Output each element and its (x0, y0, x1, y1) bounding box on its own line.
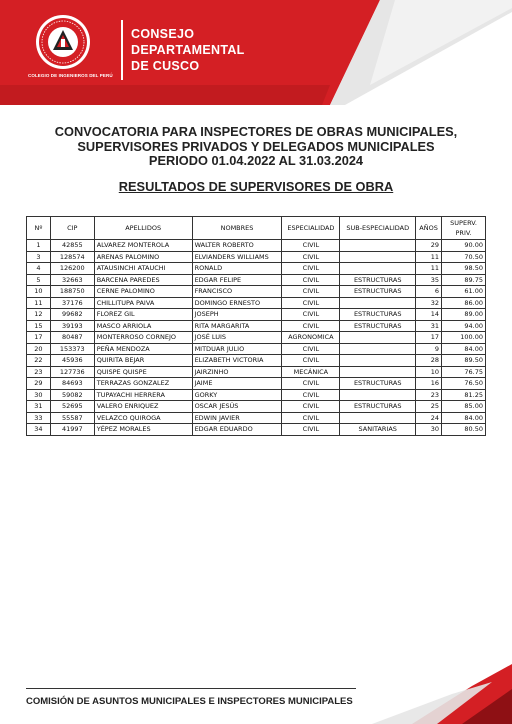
cell-specialty: CIVIL (282, 343, 340, 355)
table-row (27, 378, 486, 390)
table-row (27, 401, 486, 413)
cell-cip: 37176 (50, 297, 94, 309)
title-line: CONVOCATORIA PARA INSPECTORES DE OBRAS MUNICIPALES, (54, 124, 458, 139)
cell-number: 10 (27, 286, 51, 298)
col-header-cip: CIP (50, 217, 94, 240)
cell-score: 81.25 (442, 389, 486, 401)
org-caption: COLEGIO DE INGENIEROS DEL PERÚ (28, 73, 113, 78)
title-line: SUPERVISORES PRIVADOS Y DELEGADOS MUNICIPALES (77, 138, 435, 154)
document-title (20, 125, 492, 169)
title-line: PERIODO 01.04.2022 AL 31.03.2024 (148, 153, 364, 168)
table-row (27, 320, 486, 332)
cell-specialty: CIVIL (282, 378, 340, 390)
cell-sub-specialty: ESTRUCTURAS (340, 309, 416, 321)
cell-sub-specialty (340, 389, 416, 401)
col-header-sub-specialty: SUB-ESPECIALIDAD (340, 217, 416, 240)
cell-sub-specialty (340, 297, 416, 309)
cell-score: 76.50 (442, 378, 486, 390)
col-header-number: Nº (27, 217, 51, 240)
cell-specialty: CIVIL (282, 320, 340, 332)
cell-score: 84.00 (442, 343, 486, 355)
cell-number: 22 (27, 355, 51, 367)
cell-specialty: MECÁNICA (282, 366, 340, 378)
cell-names: OSCAR JESÚS (192, 401, 282, 413)
cell-sub-specialty: ESTRUCTURAS (340, 378, 416, 390)
cell-score: 89.50 (442, 355, 486, 367)
cell-number: 3 (27, 251, 51, 263)
council-name-line: CONSEJO (131, 27, 195, 41)
table-row (27, 366, 486, 378)
cell-cip: 84693 (50, 378, 94, 390)
cell-cip: 99682 (50, 309, 94, 321)
cell-years: 9 (416, 343, 442, 355)
cell-specialty: CIVIL (282, 389, 340, 401)
cell-specialty: CIVIL (282, 240, 340, 252)
cell-score: 89.00 (442, 309, 486, 321)
cell-number: 30 (27, 389, 51, 401)
footer-divider (26, 688, 356, 689)
table-row (27, 263, 486, 275)
table-row (27, 309, 486, 321)
cell-surnames: FLOREZ GIL (94, 309, 192, 321)
cell-number: 1 (27, 240, 51, 252)
cell-names: EDGAR FELIPE (192, 274, 282, 286)
cell-surnames: CERNE PALOMINO (94, 286, 192, 298)
cell-specialty: AGRONOMICA (282, 332, 340, 344)
cell-names: JAIRZINHO (192, 366, 282, 378)
cell-surnames: TERRAZAS GONZALEZ (94, 378, 192, 390)
table-row (27, 389, 486, 401)
cell-years: 16 (416, 378, 442, 390)
cell-names: FRANCISCO (192, 286, 282, 298)
table-row (27, 297, 486, 309)
cell-surnames: MASCO ARRIOLA (94, 320, 192, 332)
cell-years: 32 (416, 297, 442, 309)
cell-specialty: CIVIL (282, 424, 340, 436)
cell-years: 31 (416, 320, 442, 332)
cell-surnames: QUISPE QUISPE (94, 366, 192, 378)
cell-sub-specialty (340, 240, 416, 252)
cell-number: 29 (27, 378, 51, 390)
cell-score: 98.50 (442, 263, 486, 275)
cell-names: EDWIN JAVIER (192, 412, 282, 424)
cell-surnames: ALVAREZ MONTEROLA (94, 240, 192, 252)
table-row (27, 355, 486, 367)
cell-names: ELIZABETH VICTORIA (192, 355, 282, 367)
cell-sub-specialty (340, 355, 416, 367)
table-row (27, 332, 486, 344)
cell-years: 35 (416, 274, 442, 286)
cell-specialty: CIVIL (282, 412, 340, 424)
cell-score: 76.75 (442, 366, 486, 378)
cell-score: 90.00 (442, 240, 486, 252)
cell-names: MITDUAR JULIO (192, 343, 282, 355)
cell-sub-specialty (340, 412, 416, 424)
cell-number: 31 (27, 401, 51, 413)
cell-specialty: CIVIL (282, 355, 340, 367)
table-row (27, 274, 486, 286)
cell-names: DOMINGO ERNESTO (192, 297, 282, 309)
cell-cip: 52695 (50, 401, 94, 413)
cell-number: 15 (27, 320, 51, 332)
cell-years: 29 (416, 240, 442, 252)
cell-surnames: ARENAS PALOMINO (94, 251, 192, 263)
cell-surnames: VALERO ENRIQUEZ (94, 401, 192, 413)
cell-surnames: MONTERROSO CORNEJO (94, 332, 192, 344)
cell-surnames: CHILLITUPA PAIVA (94, 297, 192, 309)
col-header-surnames: APELLIDOS (94, 217, 192, 240)
table-row (27, 286, 486, 298)
cell-sub-specialty (340, 332, 416, 344)
cell-surnames: PEÑA MENDOZA (94, 343, 192, 355)
cell-cip: 42855 (50, 240, 94, 252)
table-row (27, 240, 486, 252)
cell-score: 86.00 (442, 297, 486, 309)
cell-years: 11 (416, 251, 442, 263)
cell-names: GORKY (192, 389, 282, 401)
cell-specialty: CIVIL (282, 401, 340, 413)
cell-sub-specialty (340, 366, 416, 378)
cell-sub-specialty (340, 263, 416, 275)
cell-years: 14 (416, 309, 442, 321)
cell-surnames: TUPAYACHI HERRERA (94, 389, 192, 401)
cell-number: 20 (27, 343, 51, 355)
cell-names: JOSÉ LUIS (192, 332, 282, 344)
cell-specialty: CIVIL (282, 263, 340, 275)
cell-sub-specialty (340, 343, 416, 355)
cell-specialty: CIVIL (282, 309, 340, 321)
council-name-line: DEPARTAMENTAL (131, 43, 245, 57)
col-header-years: AÑOS (416, 217, 442, 240)
cell-surnames: VELAZCO QUIROGA (94, 412, 192, 424)
cell-score: 94.00 (442, 320, 486, 332)
col-header-names: NOMBRES (192, 217, 282, 240)
col-header-score: SUPERV. PRIV. (442, 217, 486, 240)
cell-score: 100.00 (442, 332, 486, 344)
footer-decoration (342, 664, 512, 724)
cell-cip: 80487 (50, 332, 94, 344)
cell-number: 33 (27, 412, 51, 424)
cell-years: 11 (416, 263, 442, 275)
cell-surnames: YÉPEZ MORALES (94, 424, 192, 436)
cell-cip: 128574 (50, 251, 94, 263)
cell-surnames: QUIRITA BEJAR (94, 355, 192, 367)
footer-commission: COMISIÓN DE ASUNTOS MUNICIPALES E INSPECTORES MUNICIPALES (26, 696, 353, 707)
cell-cip: 55587 (50, 412, 94, 424)
cell-number: 34 (27, 424, 51, 436)
cell-number: 23 (27, 366, 51, 378)
cell-number: 5 (27, 274, 51, 286)
cell-cip: 39193 (50, 320, 94, 332)
cell-score: 70.50 (442, 251, 486, 263)
colegio-ingenieros-logo (28, 12, 98, 72)
cell-sub-specialty: ESTRUCTURAS (340, 286, 416, 298)
cell-names: EDGAR EDUARDO (192, 424, 282, 436)
cell-names: RITA MARGARITA (192, 320, 282, 332)
cell-specialty: CIVIL (282, 286, 340, 298)
table-row (27, 424, 486, 436)
cell-cip: 59082 (50, 389, 94, 401)
cell-cip: 32663 (50, 274, 94, 286)
table-row (27, 343, 486, 355)
cell-years: 6 (416, 286, 442, 298)
cell-names: JOSEPH (192, 309, 282, 321)
cell-specialty: CIVIL (282, 274, 340, 286)
council-name-line: DE CUSCO (131, 59, 200, 73)
cell-number: 11 (27, 297, 51, 309)
col-header-specialty: ESPECIALIDAD (282, 217, 340, 240)
cell-years: 30 (416, 424, 442, 436)
cell-names: WALTER ROBERTO (192, 240, 282, 252)
cell-score: 85.00 (442, 401, 486, 413)
cell-specialty: CIVIL (282, 297, 340, 309)
cell-sub-specialty: SANITARIAS (340, 424, 416, 436)
cell-number: 4 (27, 263, 51, 275)
cell-specialty: CIVIL (282, 251, 340, 263)
cell-surnames: ATAUSINCHI ATAUCHI (94, 263, 192, 275)
cell-names: RONALD (192, 263, 282, 275)
cell-score: 89.75 (442, 274, 486, 286)
cell-years: 10 (416, 366, 442, 378)
cell-sub-specialty (340, 251, 416, 263)
cell-cip: 188750 (50, 286, 94, 298)
cell-sub-specialty: ESTRUCTURAS (340, 320, 416, 332)
table-header-row (27, 217, 486, 240)
cell-cip: 153373 (50, 343, 94, 355)
cell-score: 80.50 (442, 424, 486, 436)
results-table (26, 216, 486, 436)
table-row (27, 412, 486, 424)
cell-score: 61.00 (442, 286, 486, 298)
cell-sub-specialty: ESTRUCTURAS (340, 401, 416, 413)
council-name (131, 26, 245, 74)
cell-years: 25 (416, 401, 442, 413)
cell-score: 84.00 (442, 412, 486, 424)
cell-years: 28 (416, 355, 442, 367)
cell-cip: 126200 (50, 263, 94, 275)
cell-surnames: BARCENA PAREDES (94, 274, 192, 286)
cell-years: 17 (416, 332, 442, 344)
cell-sub-specialty: ESTRUCTURAS (340, 274, 416, 286)
cell-names: JAIME (192, 378, 282, 390)
results-subtitle: RESULTADOS DE SUPERVISORES DE OBRA (118, 179, 394, 194)
cell-years: 23 (416, 389, 442, 401)
cell-cip: 41997 (50, 424, 94, 436)
cell-years: 24 (416, 412, 442, 424)
cell-number: 12 (27, 309, 51, 321)
table-row (27, 251, 486, 263)
cell-names: ELVIANDERS WILLIAMS (192, 251, 282, 263)
cell-cip: 127736 (50, 366, 94, 378)
header-divider (121, 20, 123, 80)
cell-cip: 45936 (50, 355, 94, 367)
cell-number: 17 (27, 332, 51, 344)
